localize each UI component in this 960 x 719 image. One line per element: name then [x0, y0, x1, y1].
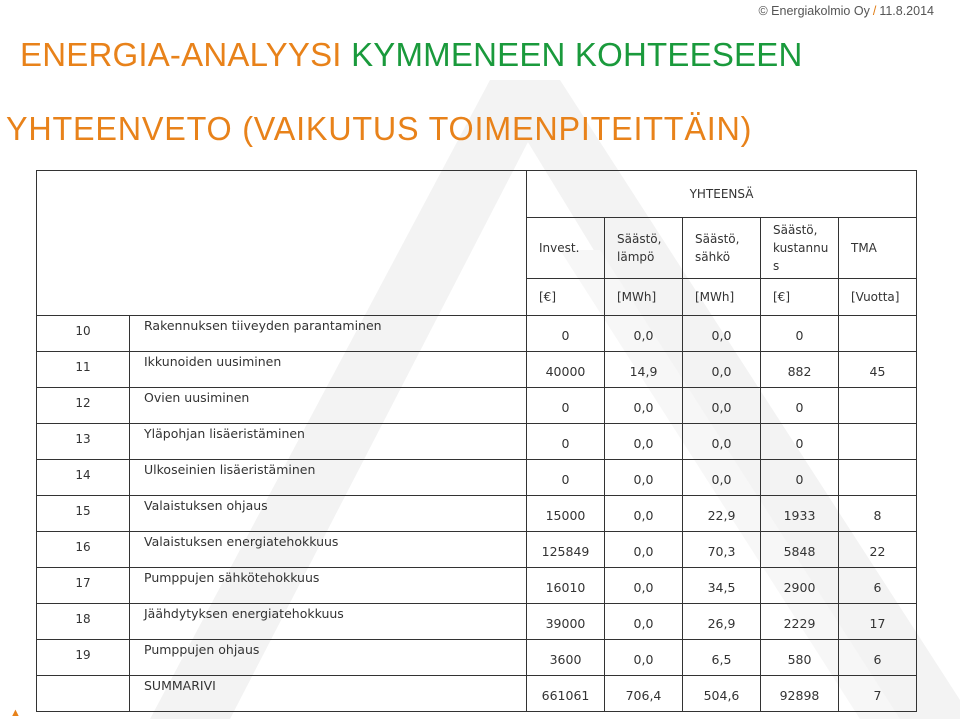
col-header-tma-line: TMA	[851, 241, 877, 255]
cell-tma: 17	[839, 604, 917, 640]
cell-invest: 125849	[527, 532, 605, 568]
measure-name: Ovien uusiminen	[130, 388, 527, 424]
col-header-saasto-sahko	[683, 218, 761, 279]
cell-kustannus: 0	[761, 316, 839, 352]
unit-saasto-sahko: [MWh]	[683, 279, 761, 316]
col-header-saasto-lampo	[605, 218, 683, 279]
table-row	[37, 424, 917, 460]
cell-lampo: 0,0	[605, 316, 683, 352]
row-number: 10	[37, 316, 130, 352]
cell-sahko: 0,0	[683, 388, 761, 424]
row-number: 19	[37, 640, 130, 676]
header-blank-cell	[37, 171, 527, 316]
cell-sahko: 26,9	[683, 604, 761, 640]
cell-kustannus: 1933	[761, 496, 839, 532]
copyright-separator: /	[872, 4, 877, 18]
col-header-line: sähkö	[695, 250, 731, 264]
cell-tma	[839, 424, 917, 460]
cell-kustannus: 5848	[761, 532, 839, 568]
measure-name: Jäähdytyksen energiatehokkuus	[130, 604, 527, 640]
table-row	[37, 496, 917, 532]
cell-invest: 39000	[527, 604, 605, 640]
table-row	[37, 388, 917, 424]
cell-kustannus: 580	[761, 640, 839, 676]
cell-sahko: 0,0	[683, 424, 761, 460]
table-row	[37, 460, 917, 496]
table-row	[37, 640, 917, 676]
group-header-yhteensa: YHTEENSÄ	[527, 171, 917, 218]
cell-sahko: 0,0	[683, 352, 761, 388]
cell-tma: 22	[839, 532, 917, 568]
cell-lampo: 14,9	[605, 352, 683, 388]
cell-lampo: 0,0	[605, 532, 683, 568]
copyright-date: 11.8.2014	[879, 4, 934, 18]
cell-tma: 45	[839, 352, 917, 388]
cell-invest: 0	[527, 316, 605, 352]
cell-invest: 15000	[527, 496, 605, 532]
cell-kustannus: 0	[761, 460, 839, 496]
cell-tma: 6	[839, 640, 917, 676]
table-row	[37, 568, 917, 604]
col-header-line: Säästö,	[773, 223, 818, 237]
table-row	[37, 352, 917, 388]
row-number: 18	[37, 604, 130, 640]
cell-invest: 0	[527, 388, 605, 424]
summary-table	[36, 170, 917, 712]
page-title-part2: KYMMENEEN KOHTEESEEN	[351, 36, 803, 73]
cell-lampo: 0,0	[605, 460, 683, 496]
measure-name: Rakennuksen tiiveyden parantaminen	[130, 316, 527, 352]
cell-lampo: 0,0	[605, 388, 683, 424]
cell-lampo: 0,0	[605, 424, 683, 460]
cell-lampo: 0,0	[605, 640, 683, 676]
cell-tma	[839, 388, 917, 424]
table-row	[37, 604, 917, 640]
cell-sahko: 70,3	[683, 532, 761, 568]
col-header-saasto-kustannus	[761, 218, 839, 279]
row-number: 15	[37, 496, 130, 532]
cell-sahko: 0,0	[683, 316, 761, 352]
cell-sahko: 0,0	[683, 460, 761, 496]
measure-name: Yläpohjan lisäeristäminen	[130, 424, 527, 460]
cell-kustannus: 2229	[761, 604, 839, 640]
col-header-invest-line: Invest.	[539, 241, 580, 255]
row-number: 16	[37, 532, 130, 568]
col-header-line: Säästö,	[617, 232, 662, 246]
row-number: 13	[37, 424, 130, 460]
measure-name: Ikkunoiden uusiminen	[130, 352, 527, 388]
cell-tma: 8	[839, 496, 917, 532]
measure-name: Ulkoseinien lisäeristäminen	[130, 460, 527, 496]
measure-name: Valaistuksen ohjaus	[130, 496, 527, 532]
cell-sahko: 6,5	[683, 640, 761, 676]
cell-sahko: 34,5	[683, 568, 761, 604]
measure-name: Pumppujen sähkötehokkuus	[130, 568, 527, 604]
cell-kustannus: 2900	[761, 568, 839, 604]
unit-tma: [Vuotta]	[839, 279, 917, 316]
cell-lampo: 0,0	[605, 604, 683, 640]
measure-name: SUMMARIVI	[130, 676, 527, 712]
cell-tma: 6	[839, 568, 917, 604]
row-number	[37, 676, 130, 712]
cell-invest: 0	[527, 424, 605, 460]
row-number: 11	[37, 352, 130, 388]
unit-invest: [€]	[527, 279, 605, 316]
cell-tma	[839, 316, 917, 352]
unit-saasto-kustannus: [€]	[761, 279, 839, 316]
cell-tma: 7	[839, 676, 917, 712]
cell-lampo: 0,0	[605, 568, 683, 604]
cell-invest: 3600	[527, 640, 605, 676]
cell-kustannus: 882	[761, 352, 839, 388]
footer-bullet-icon: ▲	[10, 707, 21, 719]
cell-invest: 661061	[527, 676, 605, 712]
cell-lampo: 706,4	[605, 676, 683, 712]
cell-kustannus: 92898	[761, 676, 839, 712]
col-header-line: kustannu	[773, 241, 829, 255]
cell-invest: 16010	[527, 568, 605, 604]
col-header-line: lämpö	[617, 250, 655, 264]
page-title-part1: ENERGIA-ANALYYSI	[20, 36, 342, 73]
page-title	[20, 36, 802, 74]
row-number: 12	[37, 388, 130, 424]
cell-kustannus: 0	[761, 388, 839, 424]
cell-sahko: 504,6	[683, 676, 761, 712]
section-subtitle: YHTEENVETO (VAIKUTUS TOIMENPITEITTÄIN)	[6, 110, 753, 147]
summary-row	[37, 676, 917, 712]
cell-kustannus: 0	[761, 424, 839, 460]
unit-saasto-lampo: [MWh]	[605, 279, 683, 316]
measure-name: Valaistuksen energiatehokkuus	[130, 532, 527, 568]
table-row	[37, 532, 917, 568]
cell-invest: 40000	[527, 352, 605, 388]
row-number: 17	[37, 568, 130, 604]
copyright-notice	[758, 4, 934, 18]
cell-invest: 0	[527, 460, 605, 496]
col-header-line: s	[773, 259, 780, 273]
col-header-line: Säästö,	[695, 232, 740, 246]
col-header-tma	[839, 218, 917, 279]
table-row	[37, 316, 917, 352]
col-header-invest	[527, 218, 605, 279]
copyright-owner: © Energiakolmio Oy	[758, 4, 870, 18]
cell-tma	[839, 460, 917, 496]
cell-sahko: 22,9	[683, 496, 761, 532]
measure-name: Pumppujen ohjaus	[130, 640, 527, 676]
cell-lampo: 0,0	[605, 496, 683, 532]
row-number: 14	[37, 460, 130, 496]
